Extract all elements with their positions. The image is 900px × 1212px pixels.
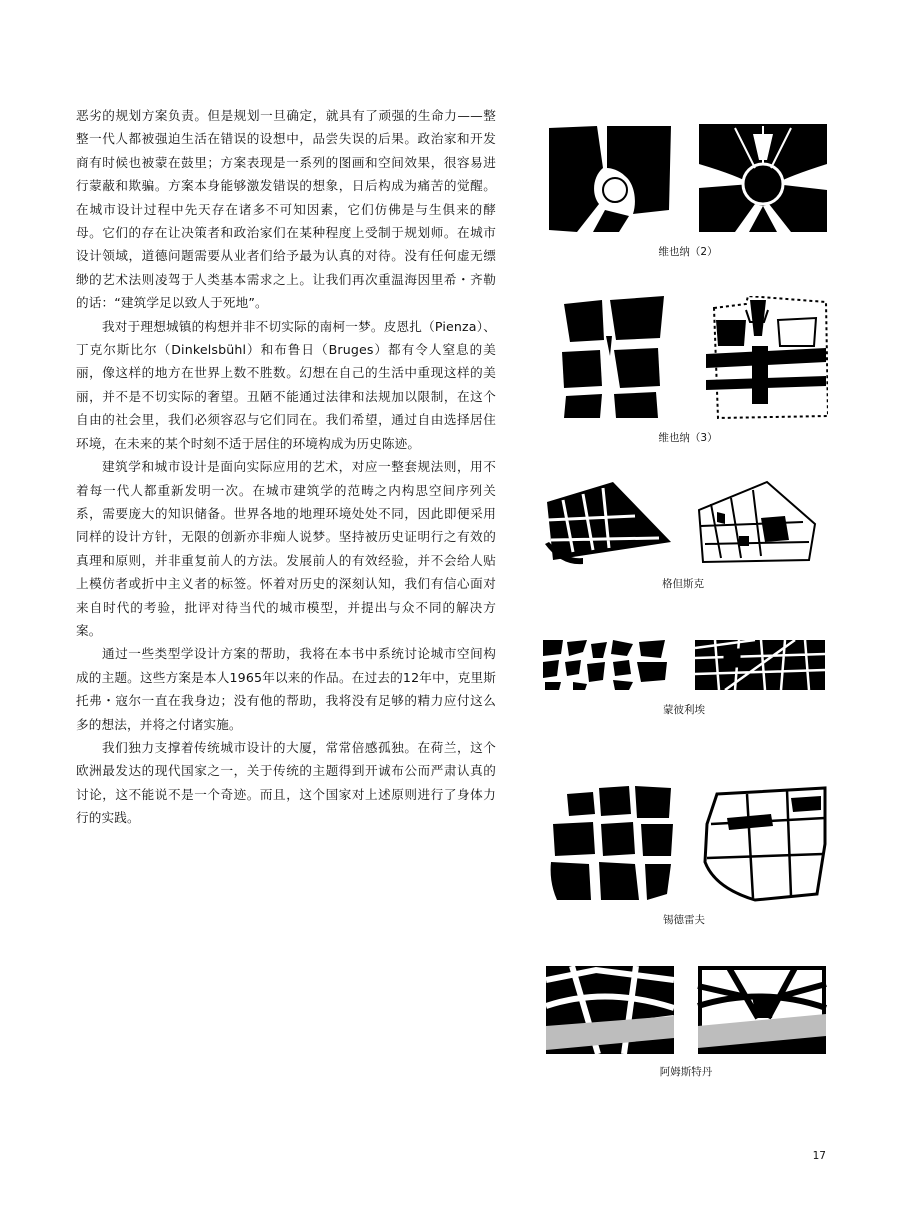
caption-gdansk: 格但斯克: [662, 578, 704, 590]
page-number: 17: [812, 1150, 826, 1162]
paragraph: 建筑学和城市设计是面向实际应用的艺术，对应一整套规法则，用不着每一代人都重新发明一次。在城市建筑学的范畴之内构思空间序列关系，需要庞大的知识储备。世界各地的地理环境处处不同，因此即便采用同样的设计方针，无限的创新亦非痴人说梦。坚持被历史证明行之有效的真理和原则，并非重复前人的方法。发展前人的有效经验，并不会给人贴上模仿者或折中主义者的标签。怀着对历史的深刻认知，我们有信心面对来自时代的考验，批评对待当代的城市模型，并提出与众不同的解决方案。: [76, 459, 496, 638]
caption-montpellier: 蒙彼利埃: [663, 704, 705, 716]
plan-diagram-vienna-2: [547, 124, 829, 234]
figure-gdansk: [543, 480, 827, 566]
caption-vienna-3: 维也纳（3）: [658, 432, 718, 444]
figure-montpellier: [543, 640, 827, 690]
caption-amsterdam: 阿姆斯特丹: [659, 1066, 713, 1078]
plan-diagram-vienna-3: [560, 296, 828, 420]
figure-vienna-2: [547, 124, 829, 234]
paragraph: 恶劣的规划方案负责。但是规划一旦确定，就具有了顽强的生命力——整整一代人都被强迫生活在错误的设想中，品尝失误的后果。政治家和开发商有时候也被蒙在鼓里；方案表现是一系列的图画和空间效果，很容易进行蒙蔽和欺骗。方案本身能够激发错误的想象，日后构成为痛苦的觉醒。在城市设计过程中先天存在诸多不可知因素，它们仿佛是与生俱来的酵母。它们的存在让决策者和政治家们在某种程度上受制于规划师。在城市设计领域，道德问题需要从业者们给予最为认真的对待。没有任何虚无缥缈的艺术法则凌驾于人类基本需求之上。让我们再次重温海因里希・齐勒的话：“建筑学足以致人于死地”。: [76, 108, 496, 311]
plan-diagram-montpellier: [543, 640, 827, 690]
paragraph: 通过一些类型学设计方案的帮助，我将在本书中系统讨论城市空间构成的主题。这些方案是本人1965年以来的作品。在过去的12年中，克里斯托弗・寇尔一直在我身边；没有他的帮助，我将没有足够的精力应付这么多的想法，并将之付诸实施。: [76, 646, 496, 732]
plan-diagram-amsterdam: [546, 966, 828, 1056]
plan-diagram-sidrev: [549, 784, 829, 902]
caption-vienna-2: 维也纳（2）: [658, 246, 718, 258]
paragraph: 我们独力支撑着传统城市设计的大厦，常常倍感孤独。在荷兰，这个欧洲最发达的现代国家之一，关于传统的主题得到开诚布公而严肃认真的讨论，这不能说不是一个奇迹。而且，这个国家对上述原则进行了身体力行的实践。: [76, 739, 496, 826]
paragraph: 我对于理想城镇的构想并非不切实际的南柯一梦。皮恩扎（Pienza）、丁克尔斯比尔（Dinkelsbühl）和布鲁日（Bruges）都有令人窒息的美丽，像这样的地方在世界上数不胜数。幻想在自己的生活中重现这样的美丽，并不是不切实际的奢望。丑陋不能通过法律和法规加以限制，在这个自由的社会里，我们必须容忍与它们同在。我们希望，通过自由选择居住环境，在未来的某个时刻不适于居住的环境构成为历史陈迹。: [76, 318, 496, 451]
figure-sidrev: [549, 784, 829, 902]
figure-amsterdam: [546, 966, 828, 1056]
caption-sidrev: 锡德雷夫: [663, 914, 705, 926]
plan-diagram-gdansk: [543, 480, 827, 566]
body-text: [76, 104, 496, 830]
figure-vienna-3: [560, 296, 828, 420]
